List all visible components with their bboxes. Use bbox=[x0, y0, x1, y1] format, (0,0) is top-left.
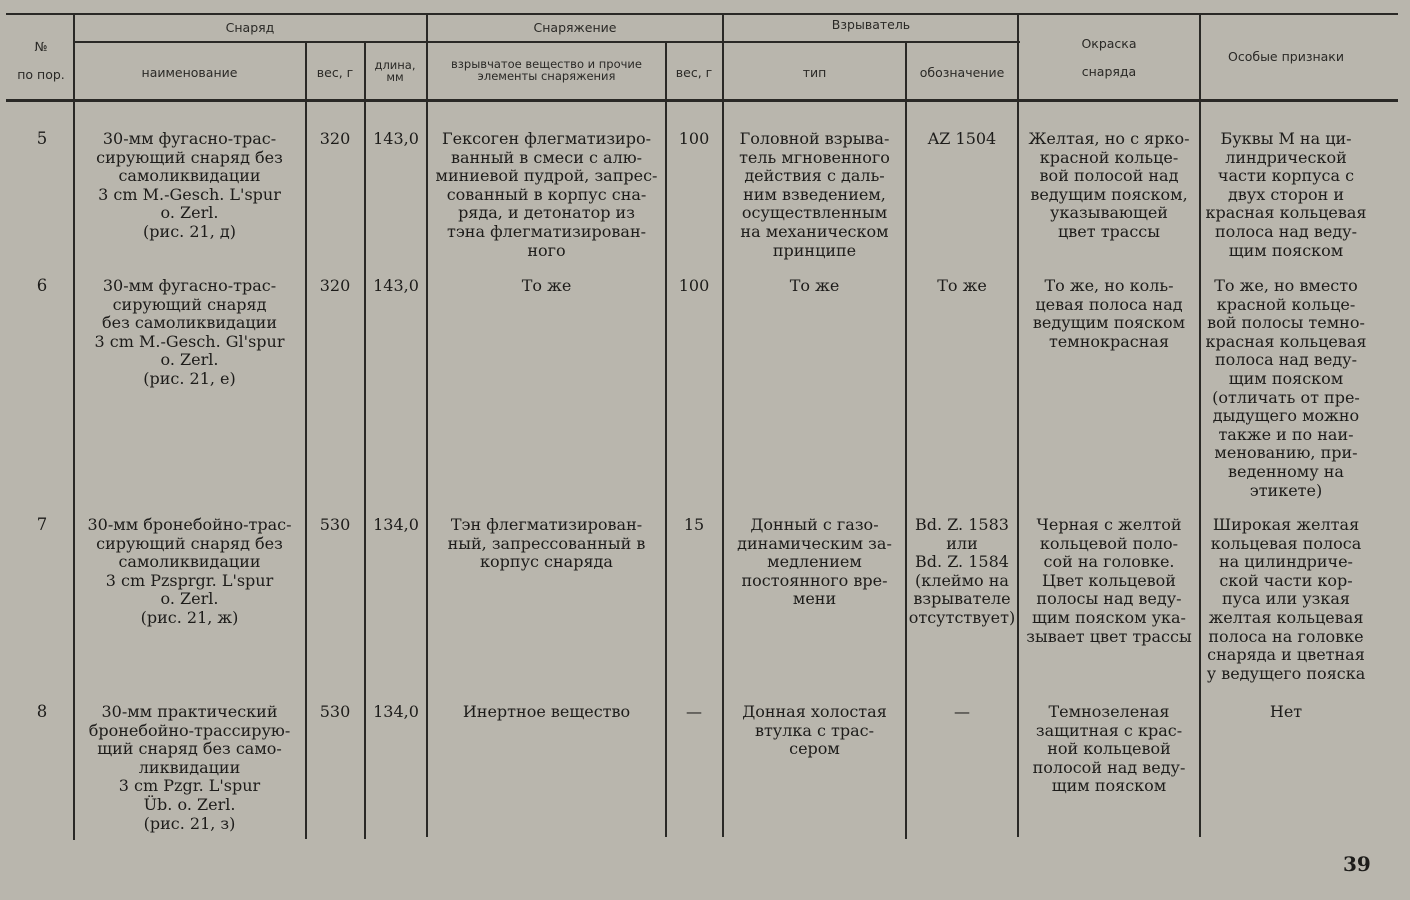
row-number: 7 bbox=[36, 515, 48, 534]
fuze-designation: Bd. Z. 1583 или Bd. Z. 1584 (клеймо на взрывателе отсутствует) bbox=[908, 515, 1016, 627]
coloring: То же, но коль- цевая полоса над ведущим пояском темнокрасная bbox=[1032, 276, 1186, 351]
header-filling-substance: взрывчатое вещество и прочие элементы снаряжения bbox=[451, 57, 642, 83]
fuze-type: То же bbox=[789, 276, 840, 295]
header-coloring: Окраска снаряда bbox=[1081, 36, 1137, 79]
fuze-type: Донный с газо- динамическим за- медлением постоянного вре- мени bbox=[737, 515, 892, 609]
header-features: Особые признаки bbox=[1228, 49, 1344, 64]
fuze-type: Донная холостая втулка с трас- сером bbox=[742, 702, 887, 759]
row-number: 6 bbox=[36, 276, 48, 295]
coloring: Темнозеленая защитная с крас- ной кольцевой полосой над веду- щим пояском bbox=[1032, 702, 1186, 796]
header-projectile: Снаряд bbox=[225, 20, 275, 35]
projectile-name: 30-мм практический бронебойно-трассирую- щий снаряд без само- ликвидации 3 cm Pzgr. L'spur Üb. o. Zerl. (рис. 21, з) bbox=[88, 702, 291, 833]
filling-substance: Инертное вещество bbox=[462, 702, 631, 721]
projectile-length: 134,0 bbox=[373, 702, 419, 721]
row-number: 8 bbox=[36, 702, 48, 721]
header-num: № по пор. bbox=[17, 39, 65, 82]
fuze-type: Головной взрыва- тель мгновенного действия с даль- ним взведением, осуществленным на механическом принципе bbox=[739, 129, 890, 260]
projectile-name: 30-мм бронебойно-трас- сирующий снаряд без самоликвидации 3 cm Pzsprgr. L'spur o. Zerl. (рис. 21, ж) bbox=[87, 515, 292, 627]
projectile-weight: 530 bbox=[319, 702, 351, 721]
coloring: Черная с желтой кольцевой поло- сой на головке. Цвет кольцевой полосы над веду- щим пояском ука- зывает цвет трассы bbox=[1026, 515, 1192, 646]
filling-substance: Тэн флегматизирован- ный, запрессованный в корпус снаряда bbox=[447, 515, 646, 572]
filling-weight: 15 bbox=[683, 515, 705, 534]
projectile-weight: 320 bbox=[319, 276, 351, 295]
features: Нет bbox=[1269, 702, 1303, 721]
projectile-weight: 530 bbox=[319, 515, 351, 534]
header-projectile-name: наименование bbox=[141, 65, 238, 80]
header-filling: Снаряжение bbox=[533, 20, 617, 35]
projectile-weight: 320 bbox=[319, 129, 351, 148]
fuze-designation: AZ 1504 bbox=[927, 129, 997, 148]
projectile-name: 30-мм фугасно-трас- сирующий снаряд без самоликвидации 3 cm M.-Gesch. L'spur o. Zerl. (рис. 21, д) bbox=[96, 129, 283, 241]
projectile-length: 143,0 bbox=[373, 129, 419, 148]
projectile-name: 30-мм фугасно-трас- сирующий снаряд без самоликвидации 3 cm M.-Gesch. Gl'spur o. Zerl. (рис. 21, е) bbox=[94, 276, 285, 388]
filling-substance: То же bbox=[521, 276, 572, 295]
fuze-designation: То же bbox=[937, 276, 987, 295]
filling-weight: 100 bbox=[678, 276, 710, 295]
header-rule bbox=[6, 99, 1398, 102]
page-number: 39 bbox=[1343, 852, 1371, 876]
header-fuze: Взрыватель bbox=[831, 17, 911, 32]
header-filling-weight: вес, г bbox=[675, 65, 713, 80]
filling-substance: Гексоген флегматизиро- ванный в смеси с алю- миниевой пудрой, запрес- сованный в корпус сна- ряда, и детонатор из тэна флегматизирован- ного bbox=[435, 129, 658, 260]
coloring: Желтая, но с ярко- красной кольце- вой полосой над ведущим пояском, указывающей цвет трассы bbox=[1028, 129, 1190, 241]
header-projectile-weight: вес, г bbox=[316, 65, 354, 80]
header-fuze-type: тип bbox=[802, 65, 827, 80]
subheader-rule bbox=[74, 41, 1020, 43]
header-fuze-designation: обозначение bbox=[919, 65, 1005, 80]
projectile-length: 134,0 bbox=[373, 515, 419, 534]
projectile-length: 143,0 bbox=[373, 276, 419, 295]
top-rule bbox=[6, 13, 1398, 15]
row-number: 5 bbox=[36, 129, 48, 148]
filling-weight: — bbox=[686, 702, 702, 721]
header-projectile-length: длина, мм bbox=[374, 58, 416, 84]
features: Буквы М на ци- линдрической части корпуса с двух сторон и красная кольцевая полоса над веду- щим пояском bbox=[1205, 129, 1367, 260]
fuze-designation: — bbox=[954, 702, 970, 721]
filling-weight: 100 bbox=[678, 129, 710, 148]
features: Широкая желтая кольцевая полоса на цилиндриче- ской части кор- пуса или узкая желтая кольцевая полоса на головке снаряда и цветная у ведущего пояска bbox=[1206, 515, 1366, 683]
features: То же, но вместо красной кольце- вой полосы темно- красная кольцевая полоса над веду- щим пояском (отличать от пре- дыдущего можно также и по наи- менованию, при- веденному на этикете) bbox=[1205, 276, 1367, 500]
